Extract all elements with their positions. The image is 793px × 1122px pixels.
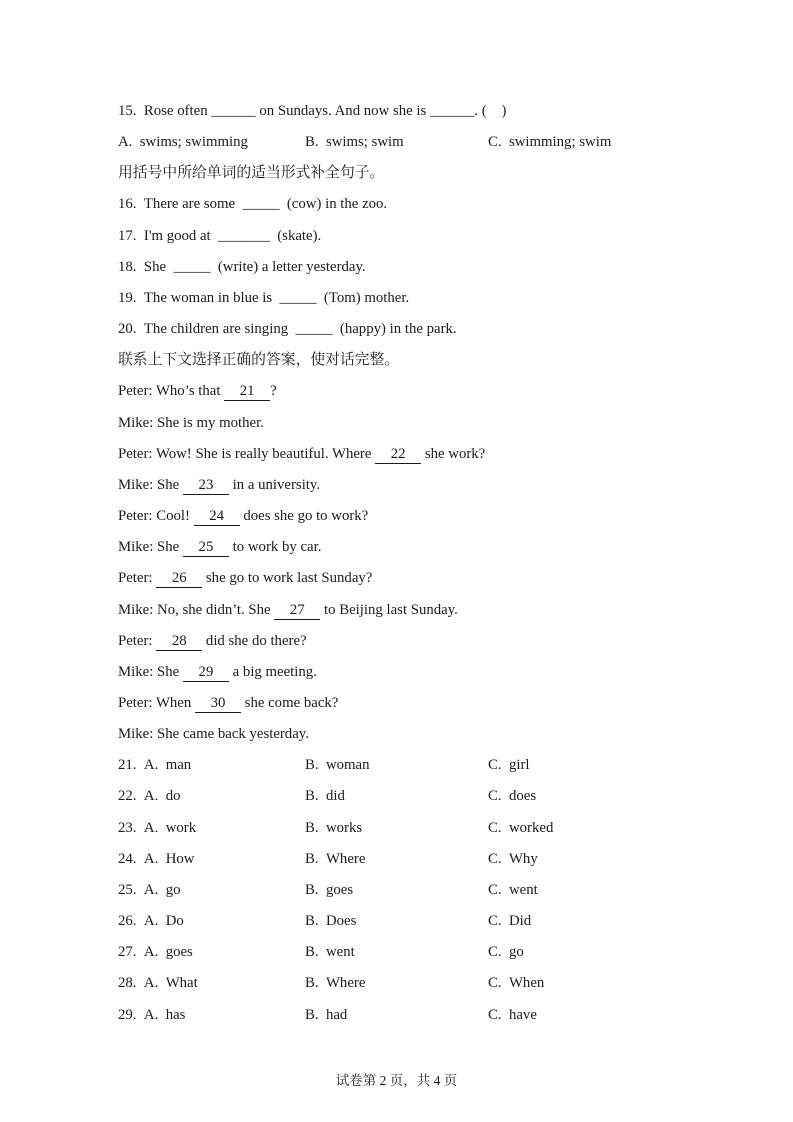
options-25 bbox=[118, 875, 763, 906]
dialogue-pre-text: Peter: bbox=[118, 632, 157, 649]
dialogue-post-text: to Beijing last Sunday. bbox=[320, 601, 458, 618]
option-c: C. Why bbox=[488, 850, 538, 867]
dialogue-pre-text: Mike: She bbox=[118, 663, 183, 680]
question-number: 21. bbox=[118, 757, 144, 774]
option-col-first bbox=[118, 968, 305, 999]
blank-number: 29 bbox=[183, 663, 229, 682]
option-c: C. go bbox=[488, 944, 524, 961]
question-16-text: 16. There are some _____ (cow) in the zoo. bbox=[118, 196, 388, 213]
option-b: B. did bbox=[305, 788, 345, 805]
page-footer: 试卷第 2 页，共 4 页 bbox=[335, 1073, 458, 1088]
dialogue-line-26 bbox=[118, 563, 763, 594]
option-c: C. swimming; swim bbox=[488, 134, 612, 151]
blank-number: 21 bbox=[224, 382, 270, 401]
blank-number: 27 bbox=[274, 601, 320, 620]
option-b: B. Where bbox=[305, 850, 366, 867]
dialogue-line-27 bbox=[118, 595, 763, 626]
option-a: A. go bbox=[143, 881, 181, 898]
option-col-first bbox=[118, 813, 305, 844]
options-26 bbox=[118, 906, 763, 937]
option-a: A. How bbox=[143, 850, 195, 867]
dialogue-line-mother bbox=[118, 408, 763, 439]
options-15 bbox=[118, 127, 763, 158]
dialogue-line-24 bbox=[118, 501, 763, 532]
option-a: A. work bbox=[143, 819, 197, 836]
question-number: 29. bbox=[118, 1006, 144, 1023]
question-number: 26. bbox=[118, 913, 144, 930]
question-number: 24. bbox=[118, 850, 144, 867]
option-a: A. goes bbox=[143, 944, 193, 961]
dialogue-pre-text: Peter: bbox=[118, 570, 157, 587]
section-instruction-dialogue bbox=[118, 345, 763, 376]
dialogue-post-text: in a university. bbox=[228, 476, 321, 493]
question-16 bbox=[118, 189, 763, 220]
dialogue-line-25 bbox=[118, 532, 763, 563]
dialogue-line-back-text: Mike: She came back yesterday. bbox=[118, 726, 309, 743]
option-b: B. goes bbox=[305, 881, 354, 898]
exam-content bbox=[118, 96, 763, 1031]
options-29 bbox=[118, 1000, 763, 1031]
question-17 bbox=[118, 221, 763, 252]
dialogue-line-back bbox=[118, 719, 763, 750]
blank-number: 25 bbox=[183, 538, 229, 557]
option-col-first bbox=[118, 750, 305, 781]
option-col-first bbox=[118, 1000, 305, 1031]
question-19-text: 19. The woman in blue is _____ (Tom) mother. bbox=[118, 289, 410, 306]
dialogue-line-30 bbox=[118, 688, 763, 719]
dialogue-post-text: she go to work last Sunday? bbox=[202, 570, 373, 587]
dialogue-post-text: ? bbox=[270, 383, 277, 400]
dialogue-pre-text: Peter: When bbox=[118, 694, 195, 711]
option-b: B. woman bbox=[305, 757, 370, 774]
option-b: B. swims; swim bbox=[305, 134, 404, 151]
dialogue-line-21 bbox=[118, 376, 763, 407]
option-c: C. When bbox=[488, 975, 545, 992]
option-a: A. What bbox=[143, 975, 198, 992]
options-27 bbox=[118, 937, 763, 968]
dialogue-pre-text: Mike: No, she didn’t. She bbox=[118, 601, 275, 618]
option-c: C. went bbox=[488, 881, 538, 898]
blank-number: 26 bbox=[156, 569, 202, 588]
options-22 bbox=[118, 781, 763, 812]
option-c: C. does bbox=[488, 788, 537, 805]
dialogue-pre-text: Peter: Cool! bbox=[118, 508, 194, 525]
section-instruction-fill-text: 用括号中所给单词的适当形式补全句子。 bbox=[118, 165, 385, 182]
option-b: B. works bbox=[305, 819, 363, 836]
question-15-text: 15. Rose often ______ on Sundays. And now she is ______. ( ) bbox=[118, 103, 507, 119]
question-20 bbox=[118, 314, 763, 345]
dialogue-post-text: a big meeting. bbox=[228, 663, 317, 680]
option-c: C. Did bbox=[488, 913, 532, 930]
options-28 bbox=[118, 968, 763, 999]
blank-number: 23 bbox=[183, 476, 229, 495]
question-18 bbox=[118, 252, 763, 283]
option-a: A. man bbox=[143, 757, 192, 774]
dialogue-post-text: she come back? bbox=[240, 694, 339, 711]
section-instruction-dialogue-text: 联系上下文选择正确的答案，使对话完整。 bbox=[118, 352, 400, 369]
option-b: B. Does bbox=[305, 913, 357, 930]
dialogue-pre-text: Mike: She bbox=[118, 476, 183, 493]
question-18-text: 18. She _____ (write) a letter yesterday. bbox=[118, 258, 366, 275]
blank-number: 28 bbox=[156, 632, 202, 651]
question-number: 28. bbox=[118, 975, 144, 992]
blank-number: 22 bbox=[375, 445, 421, 464]
question-19 bbox=[118, 283, 763, 314]
dialogue-post-text: she work? bbox=[421, 445, 486, 462]
options-21 bbox=[118, 750, 763, 781]
dialogue-line-28 bbox=[118, 626, 763, 657]
option-b: B. went bbox=[305, 944, 355, 961]
blank-number: 24 bbox=[194, 507, 240, 526]
option-b: B. had bbox=[305, 1006, 348, 1023]
option-col-first bbox=[118, 906, 305, 937]
option-a: A. do bbox=[143, 788, 181, 805]
section-instruction-fill bbox=[118, 158, 763, 189]
option-c: C. worked bbox=[488, 819, 554, 836]
option-col-first bbox=[118, 844, 305, 875]
options-23 bbox=[118, 813, 763, 844]
question-number: 27. bbox=[118, 944, 144, 961]
dialogue-line-22 bbox=[118, 439, 763, 470]
question-number: 22. bbox=[118, 788, 144, 805]
question-20-text: 20. The children are singing _____ (happy) in the park. bbox=[118, 321, 457, 338]
question-17-text: 17. I'm good at _______ (skate). bbox=[118, 227, 322, 244]
dialogue-line-23 bbox=[118, 470, 763, 501]
option-c: C. girl bbox=[488, 757, 530, 774]
option-col-first bbox=[118, 937, 305, 968]
option-c: C. have bbox=[488, 1006, 537, 1023]
option-col-first bbox=[118, 875, 305, 906]
question-15 bbox=[118, 96, 763, 127]
dialogue-pre-text: Mike: She bbox=[118, 539, 183, 556]
option-a: A. Do bbox=[143, 913, 184, 930]
dialogue-line-mother-text: Mike: She is my mother. bbox=[118, 414, 264, 431]
options-24 bbox=[118, 844, 763, 875]
dialogue-line-29 bbox=[118, 657, 763, 688]
option-b: B. Where bbox=[305, 975, 366, 992]
dialogue-post-text: does she go to work? bbox=[239, 508, 369, 525]
dialogue-pre-text: Peter: Wow! She is really beautiful. Where bbox=[118, 445, 376, 462]
blank-number: 30 bbox=[195, 694, 241, 713]
dialogue-post-text: to work by car. bbox=[228, 539, 322, 556]
option-a: A. swims; swimming bbox=[118, 134, 248, 151]
question-number: 25. bbox=[118, 881, 144, 898]
option-a: A. has bbox=[143, 1006, 186, 1023]
dialogue-post-text: did she do there? bbox=[202, 632, 307, 649]
option-col-first bbox=[118, 781, 305, 812]
dialogue-pre-text: Peter: Who’s that bbox=[118, 383, 225, 400]
question-number: 23. bbox=[118, 819, 144, 836]
